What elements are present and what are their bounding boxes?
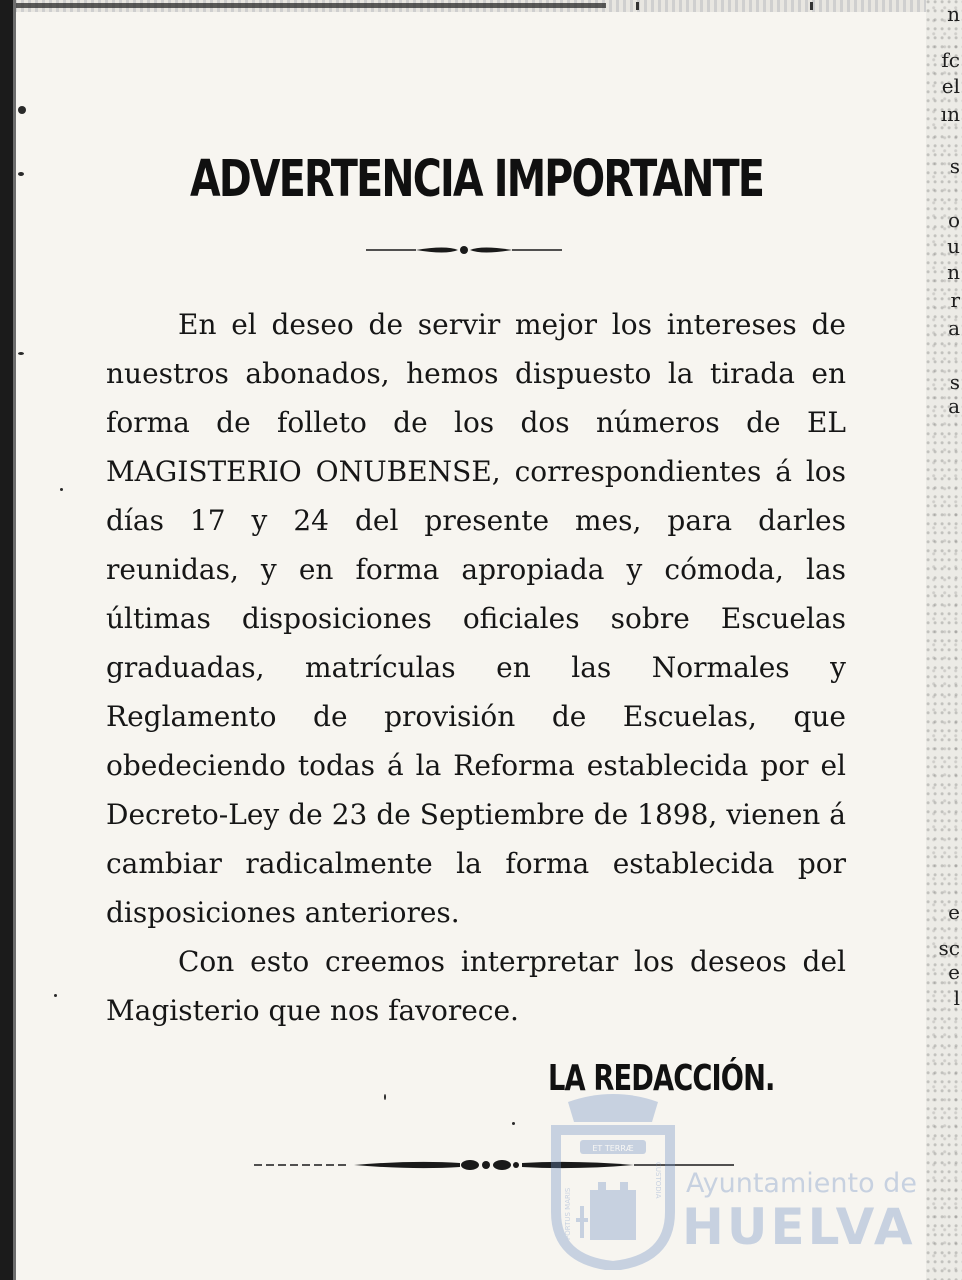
seal-text-right: CUSTODIA	[654, 1162, 662, 1199]
notice-title: ADVERTENCIA IMPORTANTE	[190, 150, 764, 209]
adjacent-fragment: o	[947, 208, 960, 232]
municipal-watermark	[548, 1090, 917, 1270]
top-mark	[636, 2, 639, 10]
ink-speck	[18, 352, 24, 355]
seal-text-left: PORTUS MARIS	[564, 1187, 572, 1240]
adjacent-fragment: l	[953, 986, 960, 1010]
adjacent-fragment: e	[948, 960, 960, 984]
adjacent-fragment: sc	[938, 936, 960, 960]
ink-speck	[18, 172, 24, 176]
adjacent-fragment: fc	[941, 48, 960, 72]
adjacent-fragment: a	[948, 394, 960, 418]
adjacent-fragment: el	[941, 74, 960, 98]
left-binding-edge	[0, 0, 13, 1280]
adjacent-fragment: ın	[940, 102, 960, 126]
ink-speck	[512, 1122, 515, 1125]
city-seal-icon	[548, 1090, 678, 1270]
top-mark	[810, 2, 813, 10]
left-binding-shadow	[13, 0, 16, 1280]
ink-speck	[60, 488, 63, 491]
adjacent-page-column	[926, 0, 962, 1280]
ink-speck	[54, 994, 57, 997]
adjacent-fragment: r	[950, 288, 960, 312]
notice-body	[106, 300, 846, 1035]
adjacent-fragment: e	[948, 900, 960, 924]
signature: LA REDACCIÓN.	[548, 1058, 775, 1100]
top-header-rule	[16, 3, 606, 8]
seal-text-top: ET TERRÆ	[592, 1144, 634, 1153]
adjacent-fragment: s	[949, 154, 960, 178]
title-divider-ornament	[366, 242, 562, 258]
ink-speck	[18, 106, 26, 114]
adjacent-fragment: n	[947, 260, 960, 284]
ink-speck	[384, 1094, 386, 1100]
notice-paragraph: En el deseo de servir mejor los intereses de nuestros abonados, hemos dispuesto la tirada en forma de folleto de los dos números de EL MAGISTERIO ONUBENSE, correspondientes á los días 17 y 24 del presente mes, para darles reunidas, y en forma apropiada y cómoda, las últimas disposiciones oficiales sobre Escuelas graduadas, matrículas en las Normales y Reglamento de provisión de Escuelas, que obedeciendo todas á la Reforma establecida por el Decreto-Ley de 23 de Septiembre de 1898, vienen á cambiar radicalmente la forma establecida por disposiciones anteriores.	[106, 308, 846, 929]
adjacent-fragment: n	[947, 2, 960, 26]
watermark-line-1: Ayuntamiento de	[686, 1168, 917, 1199]
notice-paragraph: Con esto creemos interpretar los deseos del Magisterio que nos favorece.	[106, 945, 846, 1027]
adjacent-fragment: a	[948, 316, 960, 340]
adjacent-fragment: u	[947, 234, 960, 258]
watermark-line-2: HUELVA	[682, 1198, 916, 1256]
adjacent-fragment: s	[949, 370, 960, 394]
